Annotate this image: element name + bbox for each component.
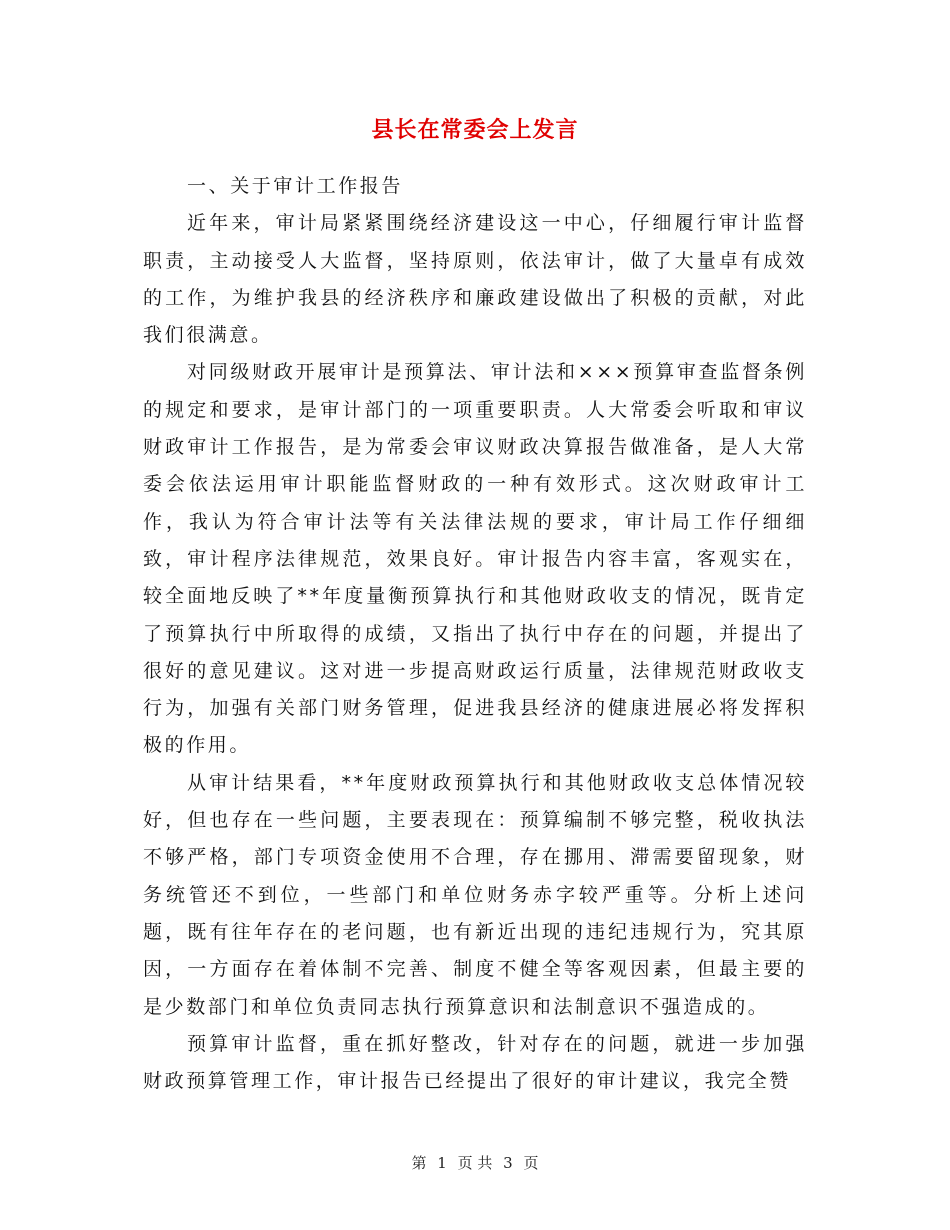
paragraph-2: 对同级财政开展审计是预算法、审计法和×××预算审查监督条例的规定和要求，是审计部门的一项重要职责。人大常委会听取和审议财政审计工作报告，是为常委会审议财政决算报告做准备，是人大常委会依法运用审计职能监督财政的一种有效形式。这次财政审计工作，我认为符合审计法等有关法律法规的要求，审计局工作仔细细致，审计程序法律规范，效果良好。审计报告内容丰富，客观实在，较全面地反映了**年度量衡预算执行和其他财政收支的情况，既肯定了预算执行中所取得的成绩，又指出了执行中存在的问题，并提出了很好的意见建议。这对进一步提高财政运行质量，法律规范财政收支行为，加强有关部门财务管理，促进我县经济的健康进展必将发挥积极的作用。 <box>143 361 807 757</box>
paragraph-3: 从审计结果看，**年度财政预算执行和其他财政收支总体情况较好，但也存在一些问题，主要表现在：预算编制不够完整，税收执法不够严格，部门专项资金使用不合理，存在挪用、滞需要留现象，财务统管还不到位，一些部门和单位财务赤字较严重等。分析上述问题，既有往年存在的老问题，也有新近出现的违纪违规行为，究其原因，一方面存在着体制不完善、制度不健全等客观因素，但最主要的是少数部门和单位负责同志执行预算意识和法制意识不强造成的。 <box>143 771 807 1018</box>
page-number: 1 <box>437 1154 447 1172</box>
page-label-suffix: 页 <box>523 1154 539 1172</box>
document-title: 县长在常委会上发言 <box>371 118 579 143</box>
section-heading: 一、关于审计工作报告 <box>187 175 404 197</box>
paragraph-1: 近年来，审计局紧紧围绕经济建设这一中心，仔细履行审计监督职责，主动接受人大监督，坚持原则，依法审计，做了大量卓有成效的工作，为维护我县的经济秩序和廉政建设做出了积极的贡献，对此我们很满意。 <box>143 212 807 347</box>
paragraph-4: 预算审计监督，重在抓好整改，针对存在的问题，就进一步加强财政预算管理工作，审计报告已经提出了很好的审计建议，我完全赞 <box>143 1032 807 1093</box>
page-footer <box>0 1152 950 1173</box>
total-pages: 3 <box>503 1154 513 1172</box>
document-body <box>143 168 807 1100</box>
page-label-prefix: 第 <box>411 1154 427 1172</box>
page-label-mid: 页 共 <box>457 1154 493 1172</box>
